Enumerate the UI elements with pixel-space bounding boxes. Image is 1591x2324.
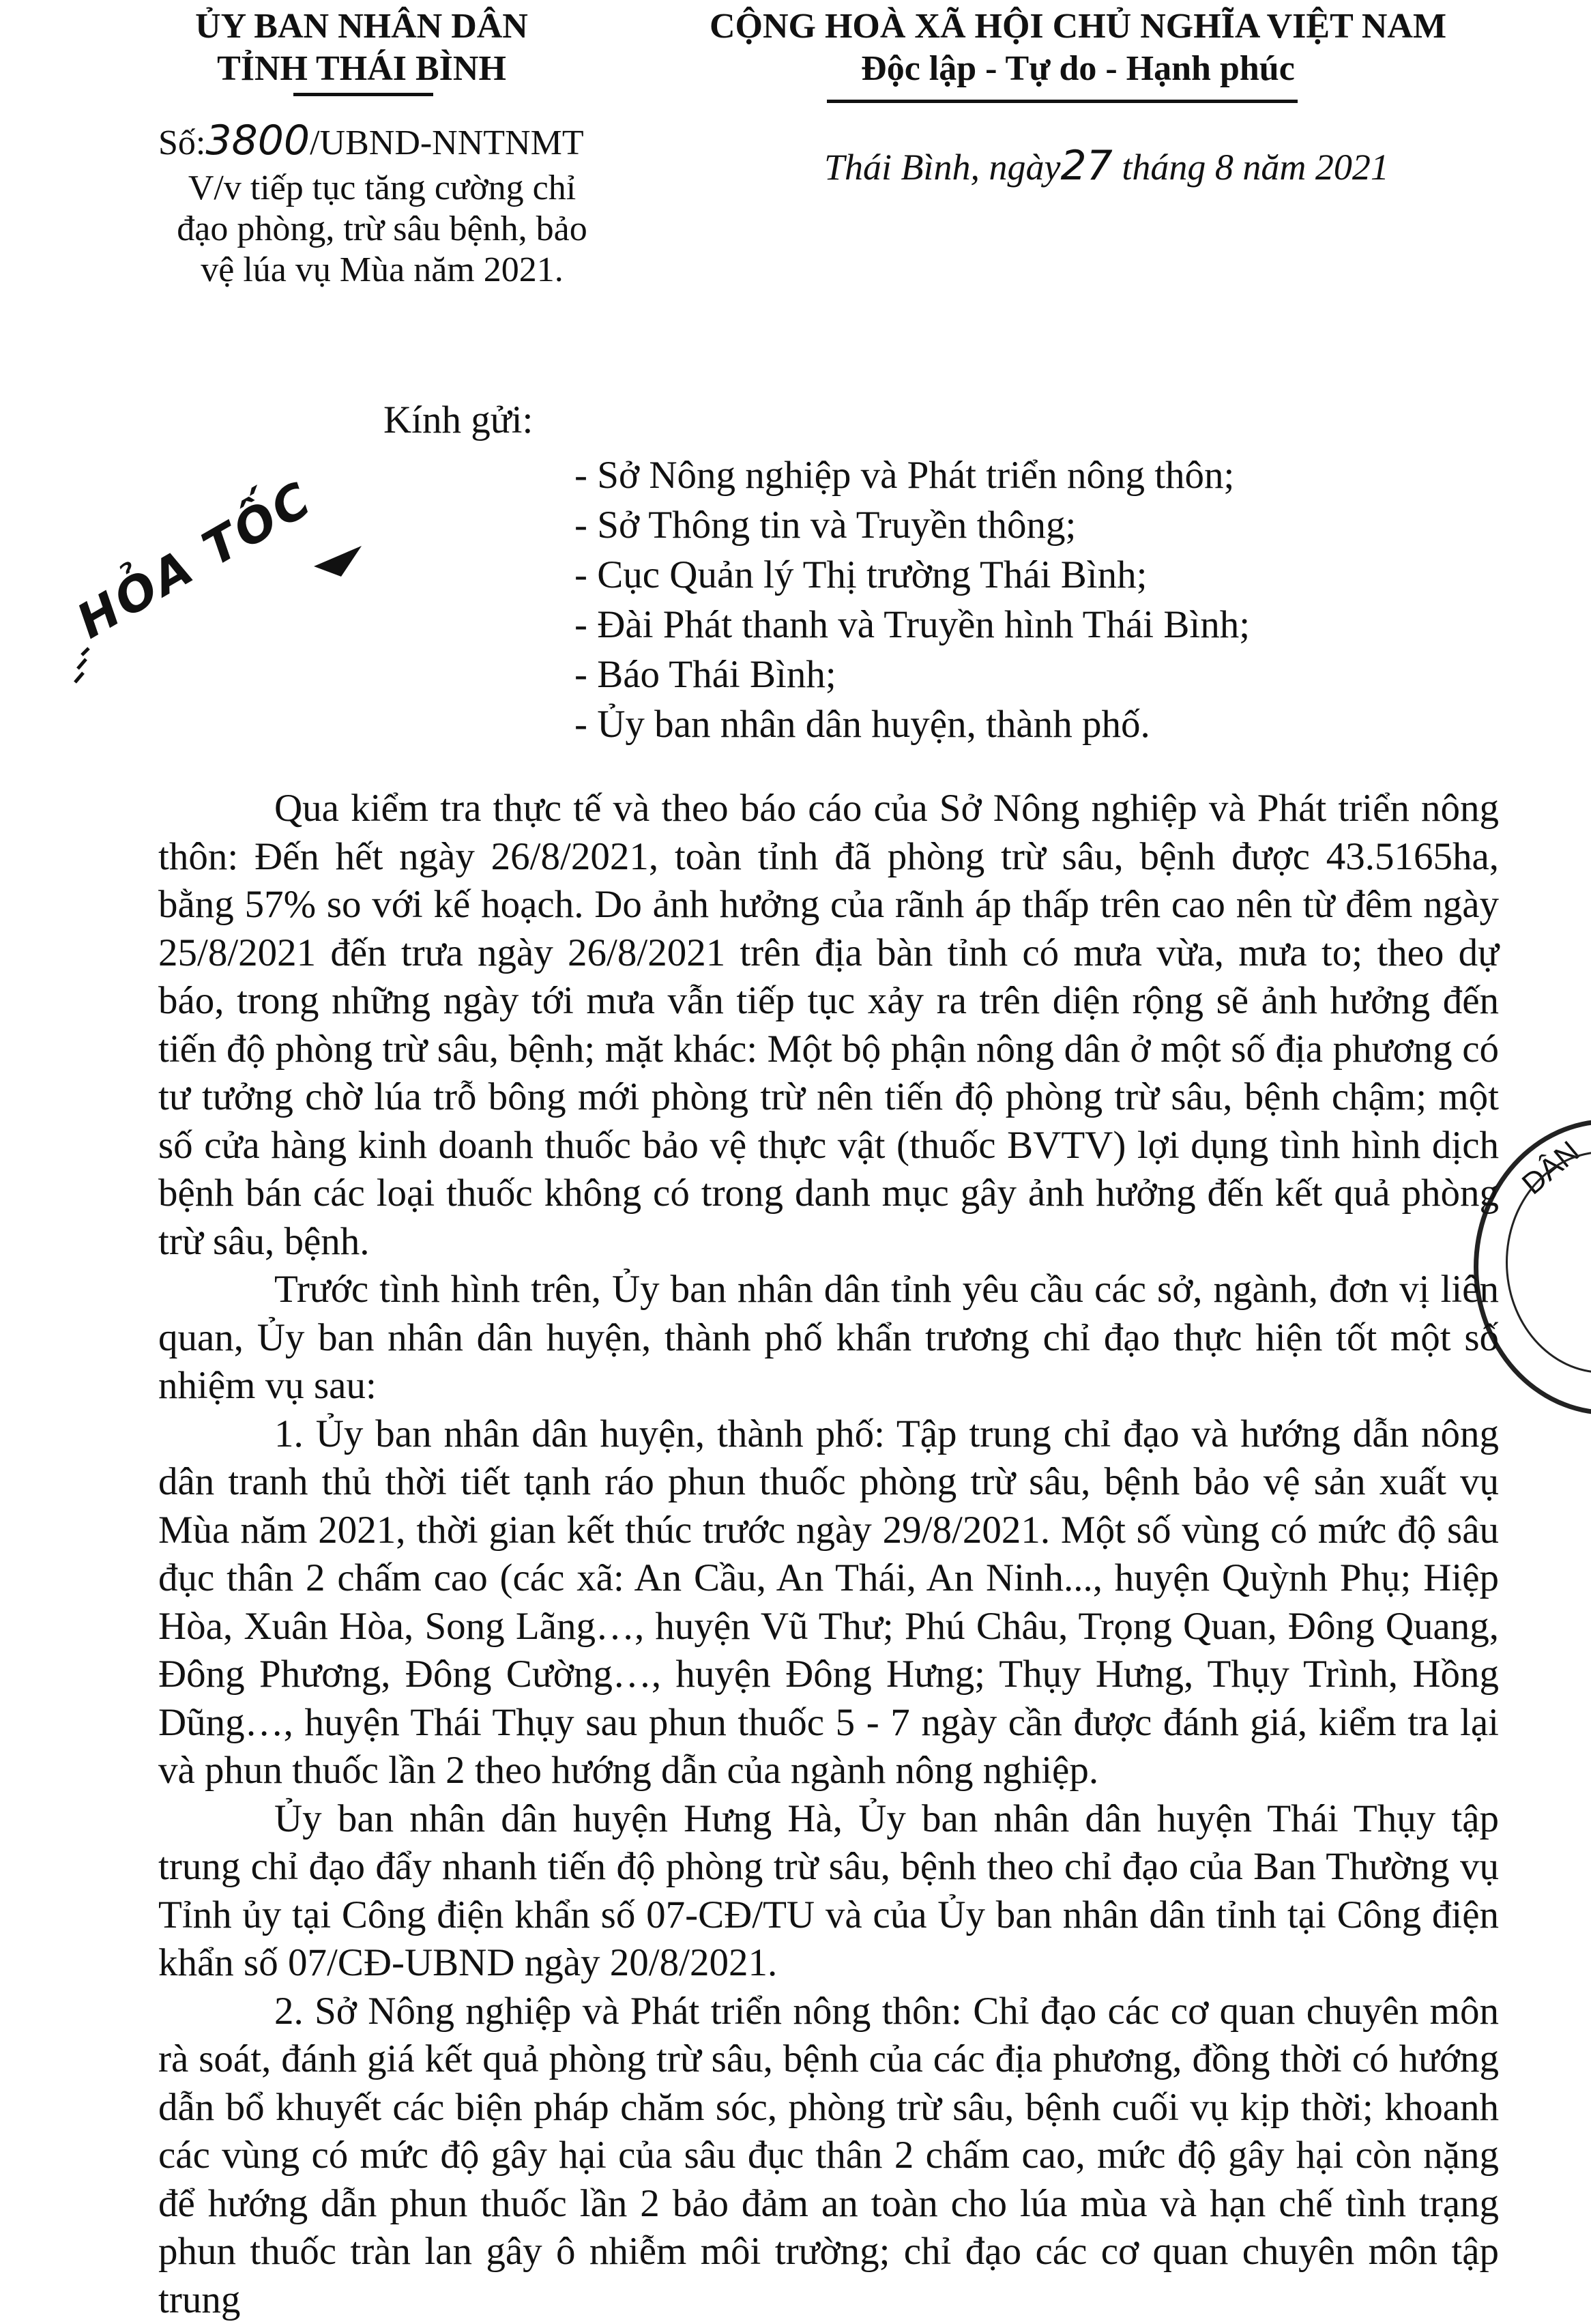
recipient-item: - Đài Phát thanh và Truyền hình Thái Bình; (574, 600, 1250, 650)
addressee-label: Kính gửi: (383, 398, 533, 442)
number-suffix: /UBND-NNTNMT (310, 124, 584, 162)
recipient-item: - Sở Nông nghiệp và Phát triển nông thôn; (574, 450, 1250, 500)
issuer-underline (293, 93, 433, 96)
nation-line2: Độc lập - Tự do - Hạnh phúc (658, 48, 1498, 90)
recipient-item: - Báo Thái Bình; (574, 650, 1250, 699)
issuer-line1: ỦY BAN NHÂN DÂN (123, 5, 600, 48)
number-handwritten: 3800 (205, 117, 310, 164)
motto-underline (827, 100, 1298, 103)
recipient-item: - Ủy ban nhân dân huyện, thành phố. (574, 699, 1250, 749)
urgent-stamp (68, 539, 396, 703)
issuer-name (123, 5, 600, 90)
issuer-line2: TỈNH THÁI BÌNH (217, 48, 506, 90)
seal-text: DÂN (1516, 1135, 1586, 1202)
recipient-list (574, 450, 1250, 749)
document-date (824, 145, 1389, 188)
body-paragraph: 2. Sở Nông nghiệp và Phát triển nông thôn: Chỉ đạo các cơ quan chuyên môn rà soát, đánh giá kết quả phòng trừ sâu, bệnh của các địa phương, đồng thời có hướng dẫn bổ khuyết các biện pháp chăm sóc, phòng trừ sâu, bệnh cuối vụ kịp thời; khoanh các vùng có mức độ gây hại của sâu đục thân 2 chấm cao, mức độ gây hại còn nặng để hướng dẫn phun thuốc lần 2 bảo đảm an toàn cho lúa mùa và hạn chế tình trạng phun thuốc tràn lan gây ô nhiễm môi trường; chỉ đạo các cơ quan chuyên môn tập trung (158, 1988, 1499, 2324)
number-prefix: Số: (158, 124, 205, 162)
document-body (158, 785, 1499, 2324)
date-prefix: Thái Bình, ngày (824, 147, 1061, 188)
recipient-item: - Sở Thông tin và Truyền thông; (574, 500, 1250, 550)
nation-line1: CỘNG HOÀ XÃ HỘI CHỦ NGHĨA VIỆT NAM (658, 5, 1498, 48)
urgent-arrow-icon (68, 539, 396, 703)
body-paragraph: 1. Ủy ban nhân dân huyện, thành phố: Tập trung chỉ đạo và hướng dẫn nông dân tranh thủ thời tiết tạnh ráo phun thuốc phòng trừ sâu, bệnh bảo vệ sản xuất vụ Mùa năm 2021, thời gian kết thúc trước ngày 29/8/2021. Một số vùng có mức độ sâu đục thân 2 chấm cao (các xã: An Cầu, An Thái, An Ninh..., huyện Quỳnh Phụ; Hiệp Hòa, Xuân Hòa, Song Lãng…, huyện Vũ Thư; Phú Châu, Trọng Quan, Đông Quang, Đông Phương, Đông Cường…, huyện Đông Hưng; Thụy Hưng, Thụy Trình, Hồng Dũng…, huyện Thái Thụy sau phun thuốc 5 - 7 ngày cần được đánh giá, kiểm tra lại và phun thuốc lần 2 theo hướng dẫn của ngành nông nghiệp. (158, 1410, 1499, 1795)
date-day-handwritten: 27 (1061, 142, 1113, 190)
seal-inner-ring (1506, 1151, 1591, 1374)
national-motto (658, 5, 1498, 90)
recipient-item: - Cục Quản lý Thị trường Thái Bình; (574, 550, 1250, 600)
document-number (158, 120, 584, 164)
document-subject: V/v tiếp tục tăng cường chỉ đạo phòng, trừ sâu bệnh, bảo vệ lúa vụ Mùa năm 2021. (171, 168, 594, 291)
urgent-stamp-text: HỎA TỐC (68, 470, 322, 650)
body-paragraph: Ủy ban nhân dân huyện Hưng Hà, Ủy ban nhân dân huyện Thái Thụy tập trung chỉ đạo đẩy nhanh tiến độ phòng trừ sâu, bệnh theo chỉ đạo của Ban Thường vụ Tỉnh ủy tại Công điện khẩn số 07-CĐ/TU và của Ủy ban nhân dân tỉnh tại Công điện khẩn số 07/CĐ-UBND ngày 20/8/2021. (158, 1795, 1499, 1988)
date-suffix: tháng 8 năm 2021 (1122, 147, 1389, 188)
body-paragraph: Qua kiểm tra thực tế và theo báo cáo của Sở Nông nghiệp và Phát triển nông thôn: Đến hết ngày 26/8/2021, toàn tỉnh đã phòng trừ sâu, bệnh được 43.5165ha, bằng 57% so với kế hoạch. Do ảnh hưởng của rãnh áp thấp trên cao nên từ đêm ngày 25/8/2021 đến trưa ngày 26/8/2021 trên địa bàn tỉnh có mưa vừa, mưa to; theo dự báo, trong những ngày tới mưa vẫn tiếp tục xảy ra trên diện rộng sẽ ảnh hưởng đến tiến độ phòng trừ sâu, bệnh; mặt khác: Một bộ phận nông dân ở một số địa phương có tư tưởng chờ lúa trỗ bông mới phòng trừ nên tiến độ phòng trừ sâu, bệnh chậm; một số cửa hàng kinh doanh thuốc bảo vệ thực vật (thuốc BVTV) lợi dụng tình hình dịch bệnh bán các loại thuốc không có trong danh mục gây ảnh hưởng đến kết quả phòng trừ sâu, bệnh. (158, 785, 1499, 1266)
body-paragraph: Trước tình hình trên, Ủy ban nhân dân tỉnh yêu cầu các sở, ngành, đơn vị liên quan, Ủy ban nhân dân huyện, thành phố khẩn trương chỉ đạo thực hiện tốt một số nhiệm vụ sau: (158, 1266, 1499, 1410)
